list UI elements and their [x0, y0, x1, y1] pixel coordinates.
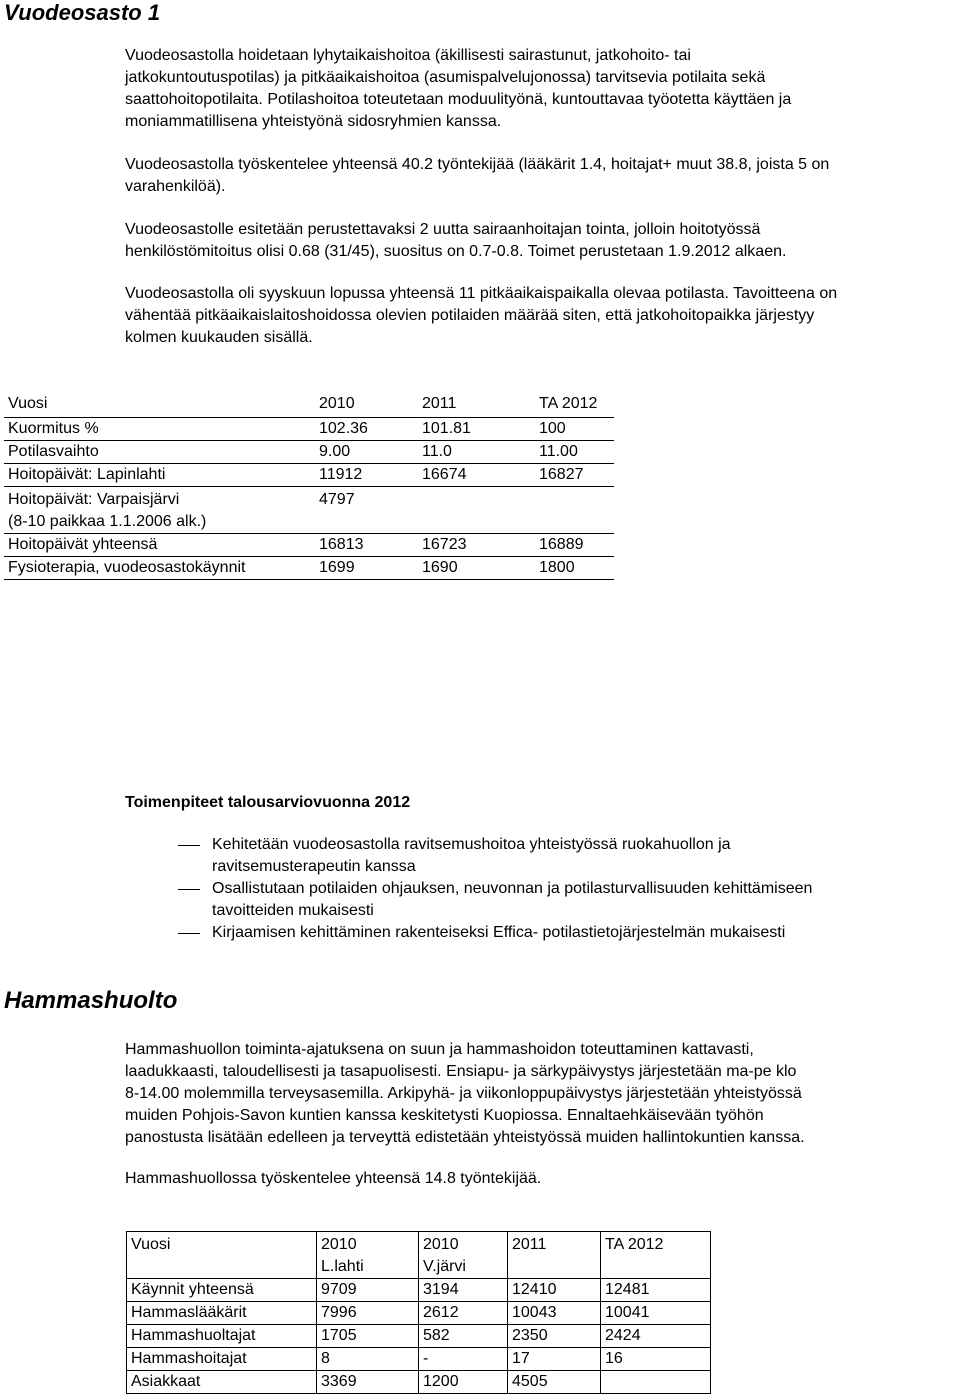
header-text: TA 2012	[605, 1236, 664, 1253]
text-line: varahenkilöä).	[125, 178, 226, 195]
text-line: moniammatillisena yhteistyönä sidosryhmien kanssa.	[125, 113, 502, 130]
text-line: Hammashuollon toiminta-ajatuksena on suun ja hammashoidon toteuttaminen kattavasti,	[125, 1041, 754, 1058]
text-line: panostusta lisätään edelleen ja terveyttä edistetään yhteistyössä muiden hallintokuntien kanssa.	[125, 1129, 805, 1146]
text-line: tavoitteiden mukaisesti	[212, 902, 374, 919]
text-line: ravitsemusterapeutin kanssa	[212, 858, 416, 875]
header-text: 2010	[321, 1236, 357, 1253]
dental-statistics-table	[126, 1231, 711, 1394]
table-cell: Hammashuoltajat	[127, 1325, 317, 1348]
text-line: Kirjaamisen kehittäminen rakenteiseksi Effica- potilastietojärjestelmän mukaisesti	[212, 924, 786, 941]
table-cell: 2612	[419, 1302, 508, 1325]
table-row	[4, 418, 614, 441]
measures-list	[178, 834, 812, 944]
table-cell: 11.00	[535, 441, 614, 464]
table-cell: Hammashoitajat	[127, 1348, 317, 1371]
section-title-vuodeosasto: Vuodeosasto 1	[4, 0, 161, 25]
table-row	[127, 1302, 711, 1325]
dash-bullet-icon	[178, 933, 200, 934]
table-row	[4, 511, 614, 534]
paragraph-long-term-patients	[125, 283, 960, 349]
table-cell: 11912	[315, 464, 418, 487]
table-cell: Hoitopäivät yhteensä	[4, 534, 315, 557]
table-row	[127, 1325, 711, 1348]
header-text: 2010	[423, 1236, 459, 1253]
table-cell: 16674	[418, 464, 535, 487]
table-cell	[418, 487, 535, 512]
text-line: Vuodeosastolla hoidetaan lyhytaikaishoitoa (äkillisesti sairastunut, jatkohoito- tai	[125, 47, 691, 64]
table-cell: 16813	[315, 534, 418, 557]
table-cell: Potilasvaihto	[4, 441, 315, 464]
table-cell: 8	[317, 1348, 419, 1371]
text-line: Osallistutaan potilaiden ohjauksen, neuvonnan ja potilasturvallisuuden kehittämiseen	[212, 880, 813, 897]
text-line: laadukkaasti, taloudellisesti ja tasapuolisesti. Ensiapu- ja särkypäivystys järjestetään ma-pe klo	[125, 1063, 797, 1080]
table-cell: Hoitopäivät: Varpaisjärvi	[8, 491, 180, 508]
paragraph-new-positions	[125, 219, 960, 263]
table-cell: 4797	[319, 491, 355, 508]
table-cell: 100	[535, 418, 614, 441]
table-cell: 1690	[418, 557, 535, 580]
text-line: Vuodeosastolle esitetään perustettavaksi 2 uutta sairaanhoitajan tointa, jolloin hoitotyössä	[125, 221, 761, 238]
table-cell: 1800	[535, 557, 614, 580]
paragraph-staffing	[125, 154, 960, 198]
table-cell	[315, 511, 418, 534]
table-header-cell: 2010	[315, 391, 418, 418]
table-header-cell	[317, 1232, 419, 1279]
text-line: henkilöstömitoitus olisi 0.68 (31/45), suositus on 0.7-0.8. Toimet perustetaan 1.9.2012 alkaen.	[125, 243, 787, 260]
text-line: 8-14.00 molemmilla terveysasemilla. Arkipyhä- ja viikonloppupäivystys järjestetään yhteistyössä	[125, 1085, 802, 1102]
list-item	[178, 922, 812, 944]
text-line: kolmen kuukauden sisällä.	[125, 329, 313, 346]
table-row	[127, 1348, 711, 1371]
table-row	[4, 557, 614, 580]
table-cell: Kuormitus %	[4, 418, 315, 441]
text-line: vähentää pitkäaikaislaitoshoidossa olevien potilaiden määrää siten, että jatkohoitopaikka järjestyy	[125, 307, 815, 324]
table-row	[127, 1279, 711, 1302]
table-header-cell: TA 2012	[535, 391, 614, 418]
table-cell: 102.36	[315, 418, 418, 441]
table-cell: 16827	[535, 464, 614, 487]
table-cell: 12481	[601, 1279, 711, 1302]
text-line: Vuodeosastolla työskentelee yhteensä 40.2 työntekijää (lääkärit 1.4, hoitajat+ muut 38.8, joista 5 on	[125, 156, 830, 173]
list-item	[178, 834, 812, 878]
table-header-row	[4, 391, 614, 418]
text-line: Kehitetään vuodeosastolla ravitsemushoitoa yhteistyössä ruokahuollon ja	[212, 836, 731, 853]
dash-bullet-icon	[178, 889, 200, 890]
table-cell: 2350	[508, 1325, 601, 1348]
dash-bullet-icon	[178, 845, 200, 846]
table-cell	[535, 487, 614, 512]
table-cell: -	[419, 1348, 508, 1371]
table-cell: 4505	[508, 1371, 601, 1394]
table-cell: 9709	[317, 1279, 419, 1302]
table-cell: 12410	[508, 1279, 601, 1302]
header-text: L.lahti	[321, 1258, 364, 1275]
table-cell: 10043	[508, 1302, 601, 1325]
paragraph-dental-mission	[125, 1039, 960, 1149]
table-cell: (8-10 paikkaa 1.1.2006 alk.)	[4, 511, 315, 534]
text-line: Hammashuollossa työskentelee yhteensä 14.8 työntekijää.	[125, 1170, 542, 1187]
table-cell: 1705	[317, 1325, 419, 1348]
table-cell	[418, 511, 535, 534]
table-cell: Hammaslääkärit	[127, 1302, 317, 1325]
table-header-cell: 2011	[418, 391, 535, 418]
table-row	[4, 464, 614, 487]
table-cell	[601, 1371, 711, 1394]
table-header-cell	[419, 1232, 508, 1279]
table-cell: Hoitopäivät: Lapinlahti	[4, 464, 315, 487]
text-line: jatkokuntoutuspotilas) ja pitkäaikaishoitoa (asumispalvelujonossa) tarvitsevia potilaita sekä	[125, 69, 766, 86]
table-cell: 2424	[601, 1325, 711, 1348]
table-cell: 10041	[601, 1302, 711, 1325]
text-line: muiden Pohjois-Savon kuntien kanssa keskitetysti Kuopiossa. Ennaltaehkäisevään työhön	[125, 1107, 764, 1124]
table-header-row	[127, 1232, 711, 1279]
table-row	[4, 441, 614, 464]
table-cell: 1699	[315, 557, 418, 580]
table-header-cell	[508, 1232, 601, 1279]
table-header-cell: Vuosi	[4, 391, 315, 418]
table-cell: 9.00	[315, 441, 418, 464]
table-cell: Asiakkaat	[127, 1371, 317, 1394]
table-cell: 1200	[419, 1371, 508, 1394]
table-cell: 16723	[418, 534, 535, 557]
table-cell: Fysioterapia, vuodeosastokäynnit	[4, 557, 315, 580]
table-cell: 3194	[419, 1279, 508, 1302]
ward-statistics-table	[4, 391, 614, 580]
table-row	[127, 1371, 711, 1394]
table-cell: Käynnit yhteensä	[127, 1279, 317, 1302]
table-header-cell	[127, 1232, 317, 1279]
header-text: V.järvi	[423, 1258, 466, 1275]
table-cell: 16	[601, 1348, 711, 1371]
measures-heading: Toimenpiteet talousarviovuonna 2012	[125, 794, 411, 811]
table-cell: 582	[419, 1325, 508, 1348]
paragraph-intro	[125, 45, 960, 133]
section-title-hammashuolto: Hammashuolto	[4, 987, 178, 1014]
paragraph-dental-staff	[125, 1168, 960, 1190]
table-row	[4, 487, 614, 512]
text-line: Vuodeosastolla oli syyskuun lopussa yhteensä 11 pitkäaikaispaikalla olevaa potilasta. Tavoitteena on	[125, 285, 838, 302]
table-header-cell	[601, 1232, 711, 1279]
table-row	[4, 534, 614, 557]
table-cell	[535, 511, 614, 534]
table-cell: 16889	[535, 534, 614, 557]
list-item	[178, 878, 812, 922]
table-cell: 11.0	[418, 441, 535, 464]
header-text: 2011	[512, 1236, 547, 1253]
table-cell: 7996	[317, 1302, 419, 1325]
text-line: saattohoitopotilaita. Potilashoitoa toteutetaan moduulityönä, kuntouttavaa työotetta käyttäen ja	[125, 91, 792, 108]
table-cell: 101.81	[418, 418, 535, 441]
header-text: Vuosi	[131, 1236, 171, 1253]
table-cell: 3369	[317, 1371, 419, 1394]
table-cell: 17	[508, 1348, 601, 1371]
